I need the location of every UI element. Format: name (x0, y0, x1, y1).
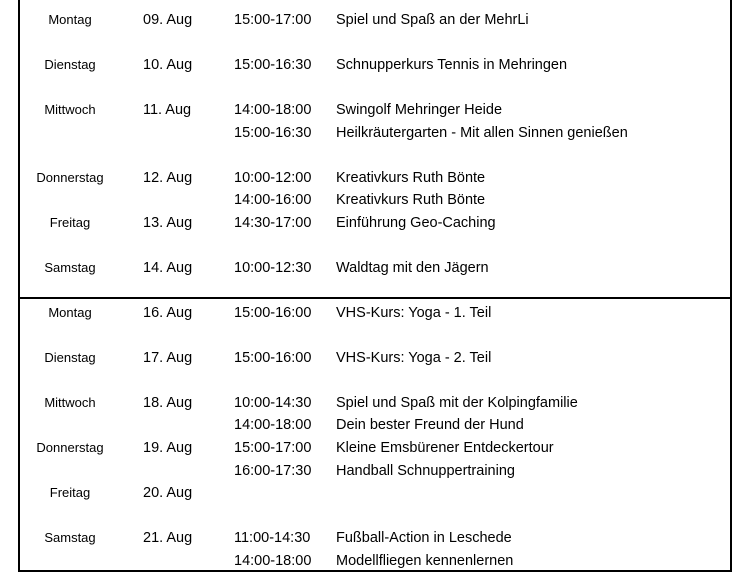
event-cell: Spiel und Spaß an der MehrLi (336, 12, 529, 28)
table-row (0, 212, 750, 234)
date-cell: 09. Aug (143, 12, 193, 28)
event-cell: Heilkräutergarten - Mit allen Sinnen genießen (336, 125, 628, 141)
event-cell: Schnupperkurs Tennis in Mehringen (336, 57, 568, 73)
table-row (0, 167, 750, 189)
day-cell: Samstag (44, 260, 96, 275)
table-row (0, 460, 750, 482)
date-cell: 11. Aug (143, 102, 192, 118)
table-row (0, 392, 750, 414)
day-cell: Freitag (49, 215, 91, 230)
date-cell: 16. Aug (143, 305, 193, 321)
date-cell: 19. Aug (143, 440, 193, 456)
time-cell: 14:30-17:00 (234, 215, 312, 231)
table-row (0, 550, 750, 572)
date-cell: 10. Aug (143, 57, 193, 73)
date-cell: 13. Aug (143, 215, 193, 231)
time-cell: 15:00-17:00 (234, 12, 312, 28)
time-cell: 15:00-16:00 (234, 305, 312, 321)
time-cell: 14:00-18:00 (234, 417, 312, 433)
time-cell: 10:00-12:30 (234, 260, 312, 276)
date-cell: 17. Aug (143, 350, 193, 366)
time-cell: 14:00-18:00 (234, 102, 312, 118)
day-cell: Samstag (44, 530, 96, 545)
event-cell: Modellfliegen kennenlernen (336, 553, 514, 569)
event-cell: Einführung Geo-Caching (336, 215, 496, 231)
event-cell: VHS-Kurs: Yoga - 2. Teil (336, 350, 492, 366)
date-cell: 14. Aug (143, 260, 193, 276)
event-cell: Handball Schnuppertraining (336, 463, 515, 479)
event-cell: Kreativkurs Ruth Bönte (336, 192, 486, 208)
event-cell: Swingolf Mehringer Heide (336, 102, 503, 118)
event-cell: Kleine Emsbürener Entdeckertour (336, 440, 554, 456)
event-cell: Spiel und Spaß mit der Kolpingfamilie (336, 395, 578, 411)
table-row (0, 482, 750, 504)
time-cell: 10:00-12:00 (234, 170, 312, 186)
day-cell: Dienstag (44, 57, 96, 72)
event-cell: Fußball-Action in Leschede (336, 530, 512, 546)
event-cell: Waldtag mit den Jägern (336, 260, 489, 276)
table-row (0, 9, 750, 31)
day-cell: Donnerstag (36, 170, 104, 185)
table-row (0, 414, 750, 436)
date-cell: 12. Aug (143, 170, 193, 186)
week-divider (18, 297, 732, 299)
event-cell: Dein bester Freund der Hund (336, 417, 524, 433)
time-cell: 16:00-17:30 (234, 463, 312, 479)
table-row (0, 347, 750, 369)
day-cell: Dienstag (44, 350, 96, 365)
day-cell: Montag (48, 12, 92, 27)
day-cell: Freitag (49, 485, 91, 500)
table-row (0, 122, 750, 144)
time-cell: 10:00-14:30 (234, 395, 312, 411)
event-cell: Kreativkurs Ruth Bönte (336, 170, 486, 186)
day-cell: Montag (48, 305, 92, 320)
date-cell: 18. Aug (143, 395, 193, 411)
table-row (0, 99, 750, 121)
time-cell: 15:00-16:30 (234, 57, 312, 73)
table-row (0, 189, 750, 211)
table-row (0, 302, 750, 324)
day-cell: Mittwoch (44, 102, 96, 117)
day-cell: Donnerstag (36, 440, 104, 455)
time-cell: 14:00-16:00 (234, 192, 312, 208)
time-cell: 15:00-17:00 (234, 440, 312, 456)
event-cell: VHS-Kurs: Yoga - 1. Teil (336, 305, 492, 321)
date-cell: 20. Aug (143, 485, 193, 501)
table-row (0, 257, 750, 279)
time-cell: 15:00-16:00 (234, 350, 312, 366)
date-cell: 21. Aug (143, 530, 193, 546)
time-cell: 14:00-18:00 (234, 553, 312, 569)
table-row (0, 54, 750, 76)
time-cell: 11:00-14:30 (234, 530, 311, 546)
table-row (0, 437, 750, 459)
table-row (0, 527, 750, 549)
day-cell: Mittwoch (44, 395, 96, 410)
time-cell: 15:00-16:30 (234, 125, 312, 141)
